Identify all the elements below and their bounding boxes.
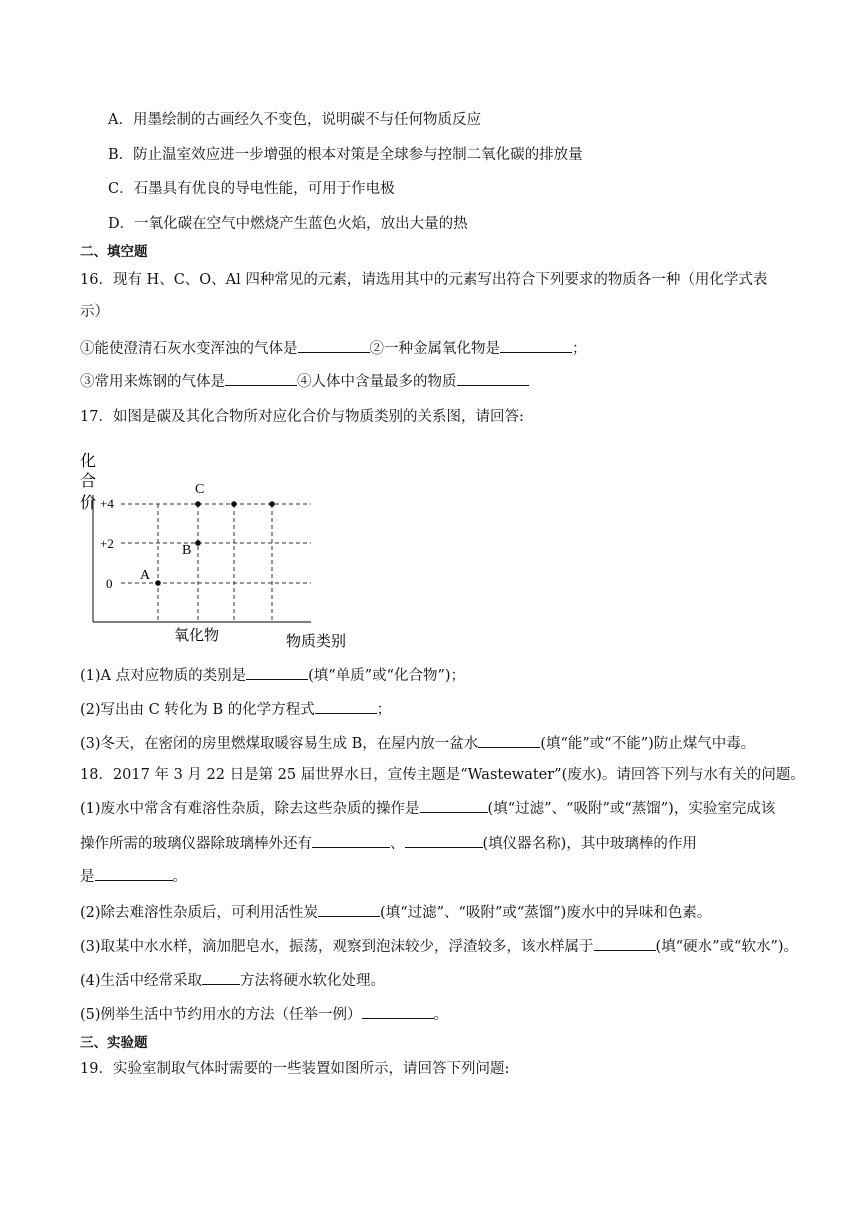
question-17-part-2: (2)写出由 C 转化为 B 的化学方程式 ； — [80, 699, 391, 720]
y-axis-label-1: 化 — [80, 453, 97, 470]
answer-blank[interactable] — [312, 833, 390, 848]
answer-blank[interactable] — [500, 338, 572, 353]
answer-blank[interactable] — [95, 866, 173, 881]
option-b: B．防止温室效应进一步增强的根本对策是全球参与控制二氧化碳的排放量 — [108, 147, 583, 163]
answer-blank[interactable] — [246, 665, 308, 680]
y-tick-plus2: +2 — [100, 536, 114, 551]
answer-blank[interactable] — [362, 1004, 434, 1019]
y-axis-label-3: 价 — [80, 495, 97, 512]
question-16-stem: 16．现有 H、C、O、Al 四种常见的元素，请选用其中的元素写出符合下列要求的物质各一种（用化学式表 — [80, 272, 768, 288]
option-d: D．一氧化碳在空气中燃烧产生蓝色火焰，放出大量的热 — [108, 216, 468, 232]
answer-blank[interactable] — [405, 833, 483, 848]
section-heading-experiment: 三、实验题 — [80, 1035, 148, 1051]
question-18-part-1-cont: 操作所需的玻璃仪器除玻璃棒外还有 、 (填仪器名称)，其中玻璃棒的作用 — [80, 833, 697, 854]
answer-blank[interactable] — [594, 936, 656, 951]
y-axis-label-2: 合 — [80, 473, 97, 490]
point-c — [195, 501, 201, 507]
point-b — [195, 540, 201, 546]
point-a — [155, 580, 161, 586]
valence-category-graph — [76, 450, 376, 650]
answer-blank[interactable] — [202, 970, 240, 985]
x-category-oxide: 氧化物 — [174, 628, 220, 644]
question-17-part-3: (3)冬天，在密闭的房里燃煤取暖容易生成 B，在屋内放一盆水 (填“能”或“不能”)防止煤气中毒。 — [80, 733, 755, 754]
question-18-part-2: (2)除去难溶性杂质后，可利用活性炭 (填“过滤”、“吸附”或“蒸馏”)废水中的异味和色素。 — [80, 902, 711, 923]
x-axis-label: 物质类别 — [286, 634, 347, 650]
option-c: C．石墨具有优良的导电性能，可用于作电极 — [108, 181, 395, 197]
point-label-c: C — [195, 482, 205, 497]
question-16-row-1: ①能使澄清石灰水变浑浊的气体是 ②一种金属氧化物是 ； — [80, 338, 587, 359]
answer-blank[interactable] — [318, 902, 380, 917]
answer-blank[interactable] — [478, 733, 540, 748]
question-16-stem-cont: 示） — [80, 304, 109, 320]
section-heading-fill-in: 二、填空题 — [80, 244, 148, 260]
question-17-part-1: (1)A 点对应物质的类别是 (填“单质”或“化合物”)； — [80, 665, 465, 686]
answer-blank[interactable] — [420, 798, 488, 813]
question-16-row-2: ③常用来炼钢的气体是 ④人体中含量最多的物质 — [80, 371, 529, 392]
point-label-b: B — [182, 543, 192, 558]
question-18-stem: 18．2017 年 3 月 22 日是第 25 届世界水日，宣传主题是“Wastewater”(废水)。请回答下列与水有关的问题。 — [80, 767, 805, 783]
point-plus4-3 — [269, 501, 275, 507]
y-tick-zero: 0 — [106, 576, 113, 591]
question-18-part-1: (1)废水中常含有难溶性杂质，除去这些杂质的操作是 (填“过滤”、“吸附”或“蒸馏”)，实验室完成该 — [80, 798, 775, 819]
answer-blank[interactable] — [225, 371, 297, 386]
question-19-stem: 19．实验室制取气体时需要的一些装置如图所示，请回答下列问题: — [80, 1061, 510, 1077]
point-plus4-2 — [231, 501, 237, 507]
question-18-part-5: (5)例举生活中节约用水的方法（任举一例） 。 — [80, 1004, 448, 1025]
point-label-a: A — [140, 568, 151, 583]
question-18-part-3: (3)取某中水水样，滴加肥皂水，振荡，观察到泡沫较少，浮渣较多，该水样属于 (填“硬水”或“软水”)。 — [80, 936, 798, 957]
answer-blank[interactable] — [315, 699, 377, 714]
answer-blank[interactable] — [457, 371, 529, 386]
question-17-stem: 17．如图是碳及其化合物所对应化合价与物质类别的关系图，请回答: — [80, 409, 524, 425]
question-18-part-1-end: 是 。 — [80, 866, 187, 887]
grid-lines — [121, 504, 311, 622]
y-tick-plus4: +4 — [100, 496, 114, 511]
answer-blank[interactable] — [298, 338, 370, 353]
question-18-part-4: (4)生活中经常采取 方法将硬水软化处理。 — [80, 970, 385, 991]
option-a: A．用墨绘制的古画经久不变色，说明碳不与任何物质反应 — [108, 112, 481, 128]
